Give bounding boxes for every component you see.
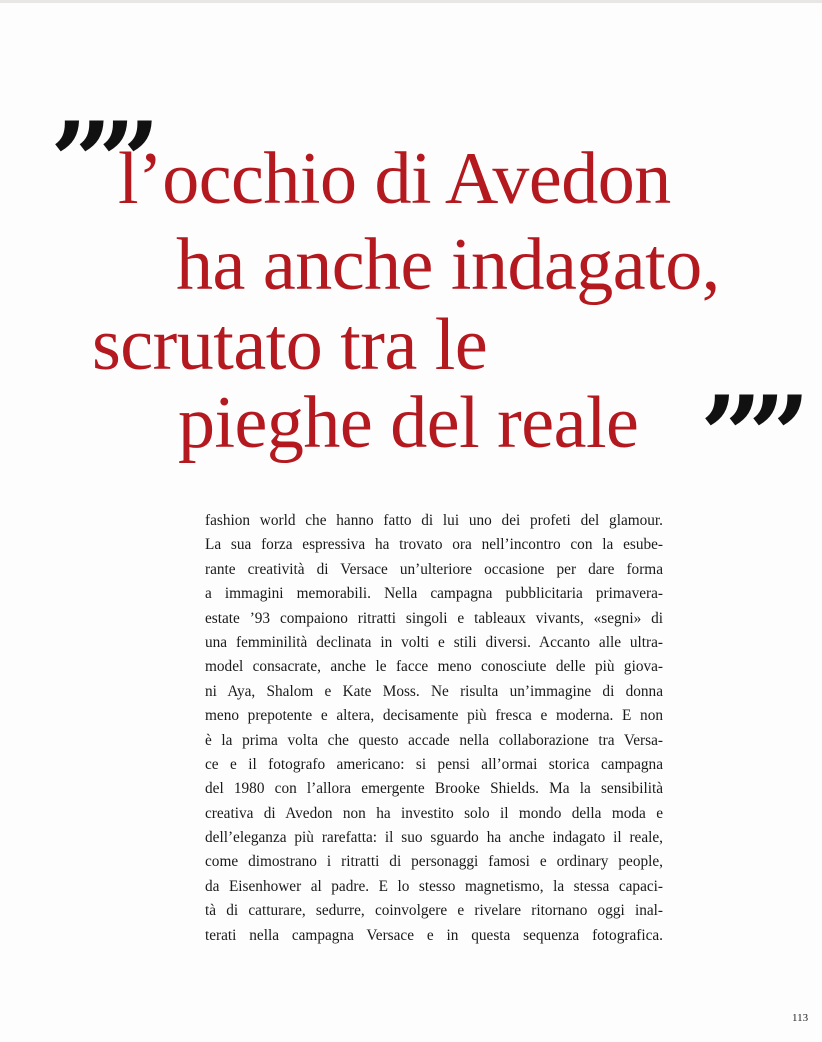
body-line: ce e il fotografo americano: si pensi all’ormai storica campagna	[205, 755, 663, 773]
body-line: una femminilità declinata in volti e stili diversi. Accanto alle ultra-	[205, 633, 663, 651]
body-line: creativa di Avedon non ha investito solo il mondo della moda e	[205, 804, 663, 822]
pull-quote-line-2: ha anche indagato,	[176, 224, 720, 306]
page-number: 113	[792, 1012, 809, 1024]
opening-quote-mark: ””	[50, 99, 147, 225]
body-line: La sua forza espressiva ha trovato ora nell’incontro con la esube-	[205, 536, 663, 554]
pull-quote-line-4: pieghe del reale	[178, 382, 639, 464]
page-top-edge	[0, 0, 822, 3]
pull-quote-line-3: scrutato tra le	[92, 304, 488, 386]
closing-quote-mark: ””	[700, 373, 797, 499]
body-line: del 1980 con l’allora emergente Brooke Shields. Ma la sensibilità	[205, 780, 663, 798]
body-line: estate ’93 compaiono ritratti singoli e tableaux vivants, «segni» di	[205, 609, 663, 627]
body-line: meno prepotente e altera, decisamente più fresca e moderna. E non	[205, 707, 663, 725]
body-line: a immagini memorabili. Nella campagna pubblicitaria primavera-	[205, 585, 663, 603]
body-line: model consacrate, anche le facce meno conosciute delle più giova-	[205, 658, 663, 676]
body-line: fashion world che hanno fatto di lui uno dei profeti del glamour.	[205, 512, 663, 529]
body-line: ni Aya, Shalom e Kate Moss. Ne risulta un’immagine di donna	[205, 682, 663, 700]
body-line: rante creatività di Versace un’ulteriore occasione per dare forma	[205, 560, 663, 578]
body-line: è la prima volta che questo accade nella collaborazione tra Versa-	[205, 731, 663, 749]
body-line: terati nella campagna Versace e in questa sequenza fotografica.	[205, 926, 663, 944]
pull-quote-line-1: l’occhio di Avedon	[118, 138, 671, 220]
body-line: dell’eleganza più rarefatta: il suo sguardo ha anche indagato il reale,	[205, 829, 663, 847]
body-line: tà di catturare, sedurre, coinvolgere e rivelare ritornano oggi inal-	[205, 902, 663, 920]
article-body	[205, 509, 663, 948]
body-line: come dimostrano i ritratti di personaggi famosi e ordinary people,	[205, 853, 663, 871]
body-line: da Eisenhower al padre. E lo stesso magnetismo, la stessa capaci-	[205, 877, 663, 895]
